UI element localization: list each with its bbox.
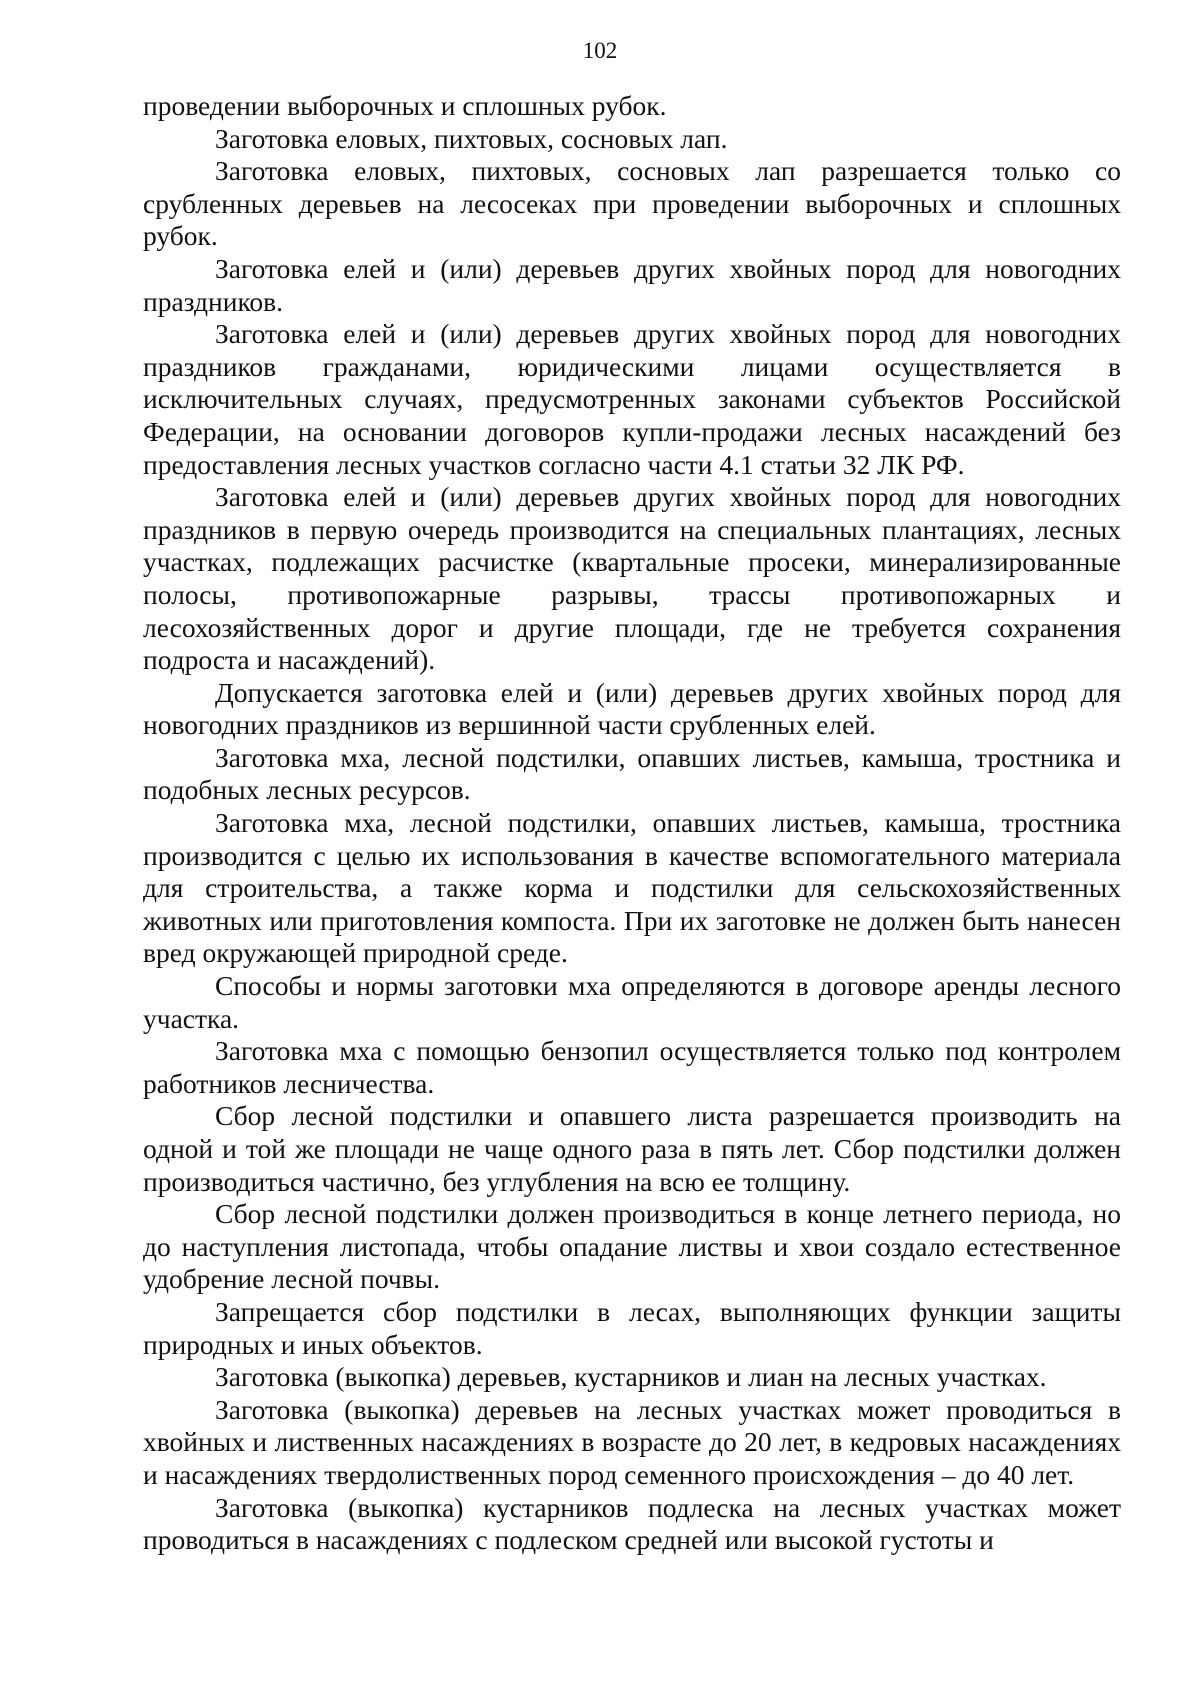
paragraph-heading: Заготовка еловых, пихтовых, сосновых лап.	[215, 122, 728, 154]
paragraph: Запрещается сбор подстилки в лесах, выполняющих функции защиты природных и иных объектов.	[143, 1295, 1121, 1360]
paragraph: Заготовка мха с помощью бензопил осуществляется только под контролем работников лесничества.	[143, 1035, 1121, 1099]
paragraph-heading: Заготовка мха, лесной подстилки, опавших листьев, камыша, тростника и подобных лесных ресурсов.	[143, 741, 1121, 806]
document-body	[143, 90, 1121, 1557]
paragraph: Допускается заготовка елей и (или) деревьев других хвойных пород для новогодних праздников из вершинной части срубленных елей.	[143, 676, 1121, 741]
paragraph: Сбор лесной подстилки должен производиться в конце летнего периода, но до наступления листопада, чтобы опадание листвы и хвои создало естественное удобрение лесной почвы.	[143, 1198, 1121, 1295]
paragraph-continuation: проведении выборочных и сплошных рубок.	[143, 90, 667, 121]
paragraph: Сбор лесной подстилки и опавшего листа разрешается производить на одной и той же площади не чаще одного раза в пять лет. Сбор подстилки должен производиться частично, без углубления на всю ее толщину.	[143, 1100, 1121, 1197]
paragraph-heading: Заготовка елей и (или) деревьев других хвойных пород для новогодних праздников.	[143, 252, 1121, 317]
paragraph: Заготовка (выкопка) кустарников подлеска на лесных участках может проводиться в насаждениях с подлеском средней или высокой густоты и	[143, 1491, 1121, 1556]
paragraph: Заготовка еловых, пихтовых, сосновых лап разрешается только со срубленных деревьев на лесосеках при проведении выборочных и сплошных рубок.	[143, 155, 1121, 252]
paragraph: Способы и нормы заготовки мха определяются в договоре аренды лесного участка.	[143, 970, 1121, 1034]
paragraph: Заготовка мха, лесной подстилки, опавших листьев, камыша, тростника производится с целью их использования в качестве вспомогательного материала для строительства, а также корма и подстилки для сельскохозяйственных животных или приготовления компоста. При их заготовке не должен быть нанесен вред окружающей природной среде.	[143, 807, 1121, 969]
paragraph: Заготовка елей и (или) деревьев других хвойных пород для новогодних праздников в первую очередь производится на специальных плантациях, лесных участках, подлежащих расчистке (квартальные просеки, минерализированные полосы, противопожарные разрывы, трассы противопожарных и лесохозяйственных дорог и другие площади, где не требуется сохранения подроста и насаждений).	[143, 481, 1121, 676]
paragraph: Заготовка (выкопка) деревьев на лесных участках может проводиться в хвойных и лиственных насаждениях в возрасте до 20 лет, в кедровых насаждениях и насаждениях твердолиственных пород семенного происхождения – до 40 лет.	[143, 1393, 1121, 1490]
paragraph: Заготовка елей и (или) деревьев других хвойных пород для новогодних праздников гражданами, юридическими лицами осуществляется в исключительных случаях, предусмотренных законами субъектов Российской Федерации, на основании договоров купли-продажи лесных насаждений без предоставления лесных участков согласно части 4.1 статьи 32 ЛК РФ.	[143, 318, 1121, 480]
paragraph-heading: Заготовка (выкопка) деревьев, кустарников и лиан на лесных участках.	[215, 1361, 1047, 1393]
page-number: 102	[582, 38, 618, 63]
